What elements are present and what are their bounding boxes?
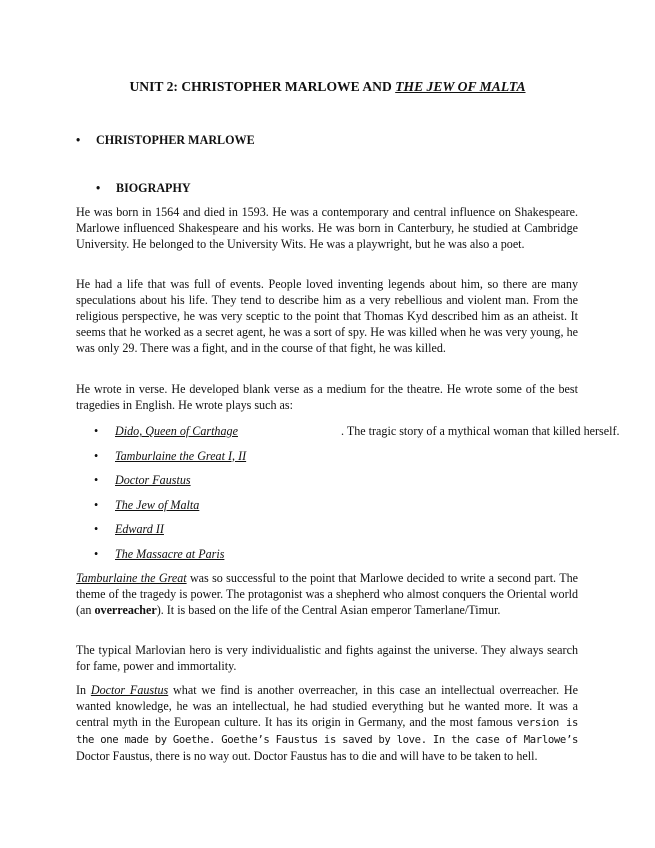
play-title: Doctor Faustus [115, 473, 191, 488]
paragraph-faustus [76, 682, 578, 764]
bullet-icon: • [76, 133, 81, 147]
page-title [0, 79, 655, 95]
bullet-icon: • [94, 522, 99, 537]
paragraph-life: He had a life that was full of events. People loved inventing legends about him, so there are many speculations about his life. They tend to describe him as a very rebellious and violent man. From the religious perspective, he was very sceptic to the point that Thomas Kyd described him as an atheist. It seems that he worked as a secret agent, he was a sort of spy. He was killed when he was very young, he was only 29. There was a fight, and in the course of that fight, he was killed. [76, 277, 578, 355]
bold-term: overreacher [94, 603, 157, 617]
paragraph-tamburlaine [76, 570, 578, 618]
play-title: Dido, Queen of Carthage [115, 424, 238, 438]
play-title: Tamburlaine the Great I, II [115, 448, 247, 463]
bullet-icon: • [94, 497, 99, 512]
bullet-icon: • [94, 546, 99, 561]
play-title-reference: Tamburlaine the Great [76, 571, 187, 585]
paragraph-verse: He wrote in verse. He developed blank verse as a medium for the theatre. He wrote some of the best tragedies in English. He wrote plays such as: [76, 382, 578, 412]
paragraph-text: was so successful to the point that Marlowe decided to write a second part. The theme of the tragedy is power. The protagonist was a shepherd who almost conquers the Oriental world (an [76, 571, 579, 617]
bullet-icon: • [96, 181, 101, 195]
bullet-icon: • [94, 473, 99, 488]
subsection-heading: BIOGRAPHY [116, 181, 191, 195]
play-title: The Massacre at Paris [115, 546, 225, 561]
title-play-name: THE JEW OF MALTA [395, 79, 526, 94]
play-title: The Jew of Malta [115, 497, 200, 512]
title-prefix: UNIT 2: CHRISTOPHER MARLOWE AND [129, 79, 396, 94]
section-heading: CHRISTOPHER MARLOWE [96, 133, 255, 147]
paragraph-biography: He was born in 1564 and died in 1593. He was a contemporary and central influence on Shakespeare. Marlowe influenced Shakespeare and his works. He was born in Canterbury, he studied at Cambridge University. He belonged to the University Wits. He was a playwright, but he was also a poet. [76, 205, 578, 251]
bullet-icon: • [94, 424, 99, 438]
play-description: . The tragic story of a mythical woman that killed herself. [341, 424, 620, 438]
paragraph-text: Doctor Faustus, there is no way out. Doctor Faustus has to die and will have to be taken to hell. [76, 749, 538, 763]
bullet-icon: • [94, 448, 99, 463]
paragraph-text-mono: version is the one made by Goethe. Goethe’s Faustus is saved by love. In the case of Marlowe’s [76, 717, 579, 746]
paragraph-marlovian-hero: The typical Marlovian hero is very individualistic and fights against the universe. They always search for fame, power and immortality. [76, 643, 578, 673]
play-title: Edward II [115, 522, 164, 537]
play-title-reference: Doctor Faustus [90, 683, 169, 697]
paragraph-text: In [76, 683, 91, 697]
paragraph-text: what we find is another overreacher, in this case an intellectual overreacher. He wanted knowledge, he was an intellectual, he had studied everything but he wanted more. It was a central myth in the European culture. It has its origin in Germany, and the most famous [76, 683, 578, 729]
paragraph-text: ). It is based on the life of the Central Asian emperor Tamerlane/Timur. [156, 603, 501, 617]
